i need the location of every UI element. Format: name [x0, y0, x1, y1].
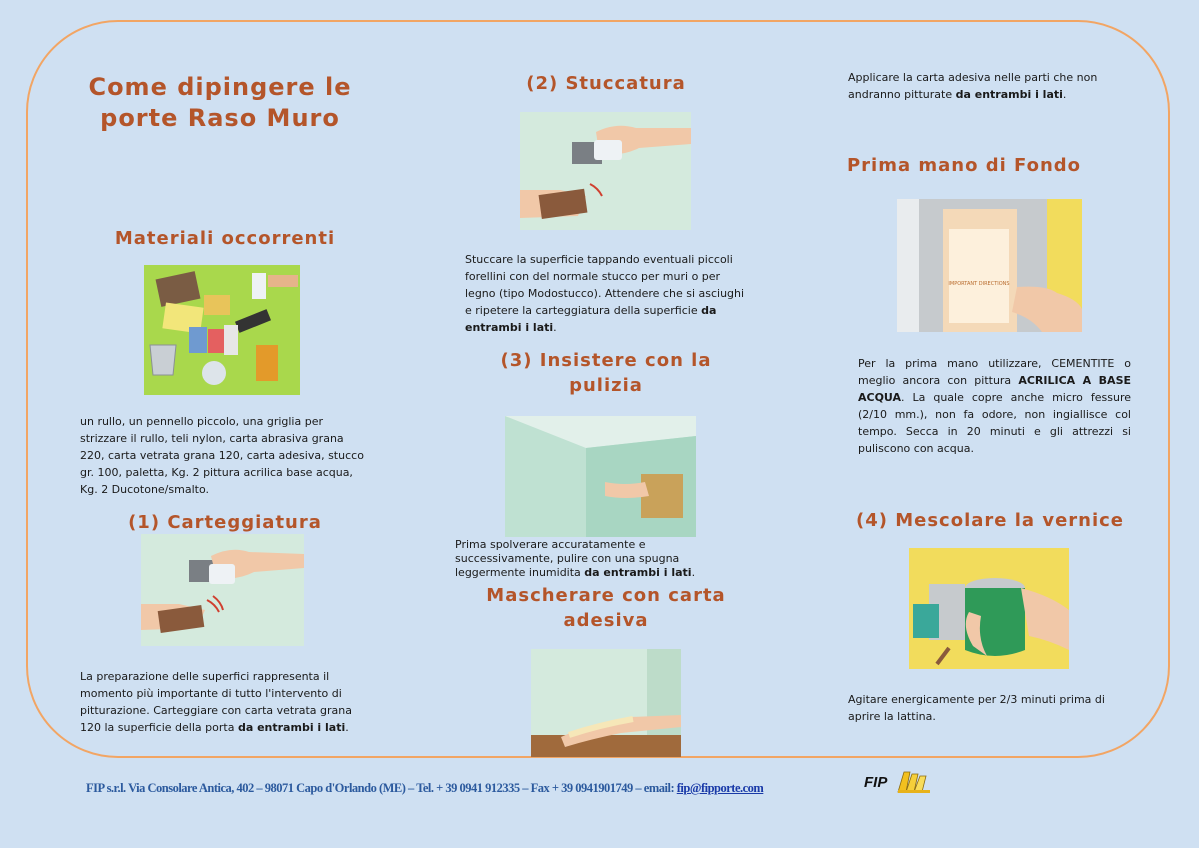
materials-heading: Materiali occorrenti	[114, 228, 336, 249]
footer-email-link[interactable]: fip@fipporte.com	[676, 781, 764, 795]
masking-heading-line1: Mascherare con carta	[486, 585, 726, 606]
page-title	[60, 72, 380, 134]
step3-text-plain: Prima spolverare accuratamente e successivamente, pulire con una spugna leggermente inumidita	[455, 538, 680, 579]
footer-contact	[86, 781, 763, 796]
primer-text-b: . La quale copre anche micro fessure (2/10 mm.), non fa odore, non ingiallisce col tempo. Secca in 20 minuti e gli attrezzi si puliscono con acqua.	[858, 391, 1131, 455]
masking-text-plain: Applicare la carta adesiva nelle parti che non andranno pitturate	[848, 71, 1098, 101]
masking-text-end: .	[1062, 88, 1067, 101]
step3-text	[455, 538, 715, 580]
step1-text	[80, 668, 370, 736]
footer-address: FIP s.r.l. Via Consolare Antica, 402 – 98071 Capo d'Orlando (ME) – Tel. + 39 0941 912335 – Fax + 39 0941901749 – email:	[86, 781, 677, 795]
step2-text-bold: da entrambi i lati	[465, 304, 717, 334]
fip-logo-icon	[896, 770, 932, 794]
masking-text-bold: da entrambi i lati	[955, 88, 1063, 101]
step3-heading	[470, 348, 742, 398]
step1-text-end: .	[345, 721, 349, 734]
fip-logo	[864, 770, 932, 796]
step1-text-bold: da entrambi i lati	[237, 721, 346, 734]
step4-text: Agitare energicamente per 2/3 minuti prima di aprire la lattina.	[848, 693, 1105, 723]
step2-heading: (2) Stuccatura	[526, 73, 686, 94]
primer-image	[897, 199, 1082, 332]
primer-heading: Prima mano di Fondo	[846, 155, 1082, 176]
masking-heading-line2: adesiva	[563, 610, 649, 631]
materials-text: un rullo, un pennello piccolo, una griglia per strizzare il rullo, teli nylon, carta abrasiva grana 220, carta vetrata grana 120, carta adesiva, stucco gr. 100, paletta, Kg. 2 pittura acrilica base acqua, Kg. 2 Ducotone/smalto.	[80, 415, 364, 496]
masking-heading	[462, 583, 750, 633]
cleaning-image	[505, 416, 696, 537]
step3-heading-line2: pulizia	[569, 375, 643, 396]
step4-heading: (4) Mescolare la vernice	[855, 510, 1125, 531]
materials-image	[144, 265, 300, 395]
step3-heading-line1: (3) Insistere con la	[500, 350, 712, 371]
primer-can-label: IMPORTANT DIRECTIONS	[948, 281, 1010, 287]
step1-text-plain: La preparazione delle superfici rappresenta il momento più importante di tutto l'intervento di pitturazione. Carteggiare con carta vetrata grana 120 la superficie della porta	[80, 670, 352, 734]
step2-text	[465, 251, 750, 336]
fip-logo-text: FIP	[864, 774, 888, 791]
step3-text-end: .	[691, 566, 696, 579]
page-title-line1: Come dipingere le	[88, 73, 352, 101]
masking-image	[531, 649, 681, 757]
page-title-line2: porte Raso Muro	[100, 104, 340, 132]
step3-text-bold: da entrambi i lati	[584, 566, 692, 579]
primer-text-a: Per la prima mano utilizzare, CEMENTITE o meglio ancora con pittura	[858, 357, 1131, 387]
mixing-image	[909, 548, 1069, 669]
step1-heading: (1) Carteggiatura	[128, 512, 322, 533]
sanding-image	[141, 534, 304, 646]
primer-text	[858, 355, 1131, 457]
primer-text-bold: ACRILICA A BASE ACQUA	[858, 374, 1132, 404]
stucco-image	[520, 112, 691, 230]
step2-text-plain: Stuccare la superficie tappando eventuali piccoli forellini con del normale stucco per muri o per legno (tipo Modostucco). Attendere che si asciughi e ripetere la carteggiatura della superficie	[465, 253, 745, 317]
masking-text	[848, 69, 1126, 103]
step2-text-end: .	[553, 321, 557, 334]
